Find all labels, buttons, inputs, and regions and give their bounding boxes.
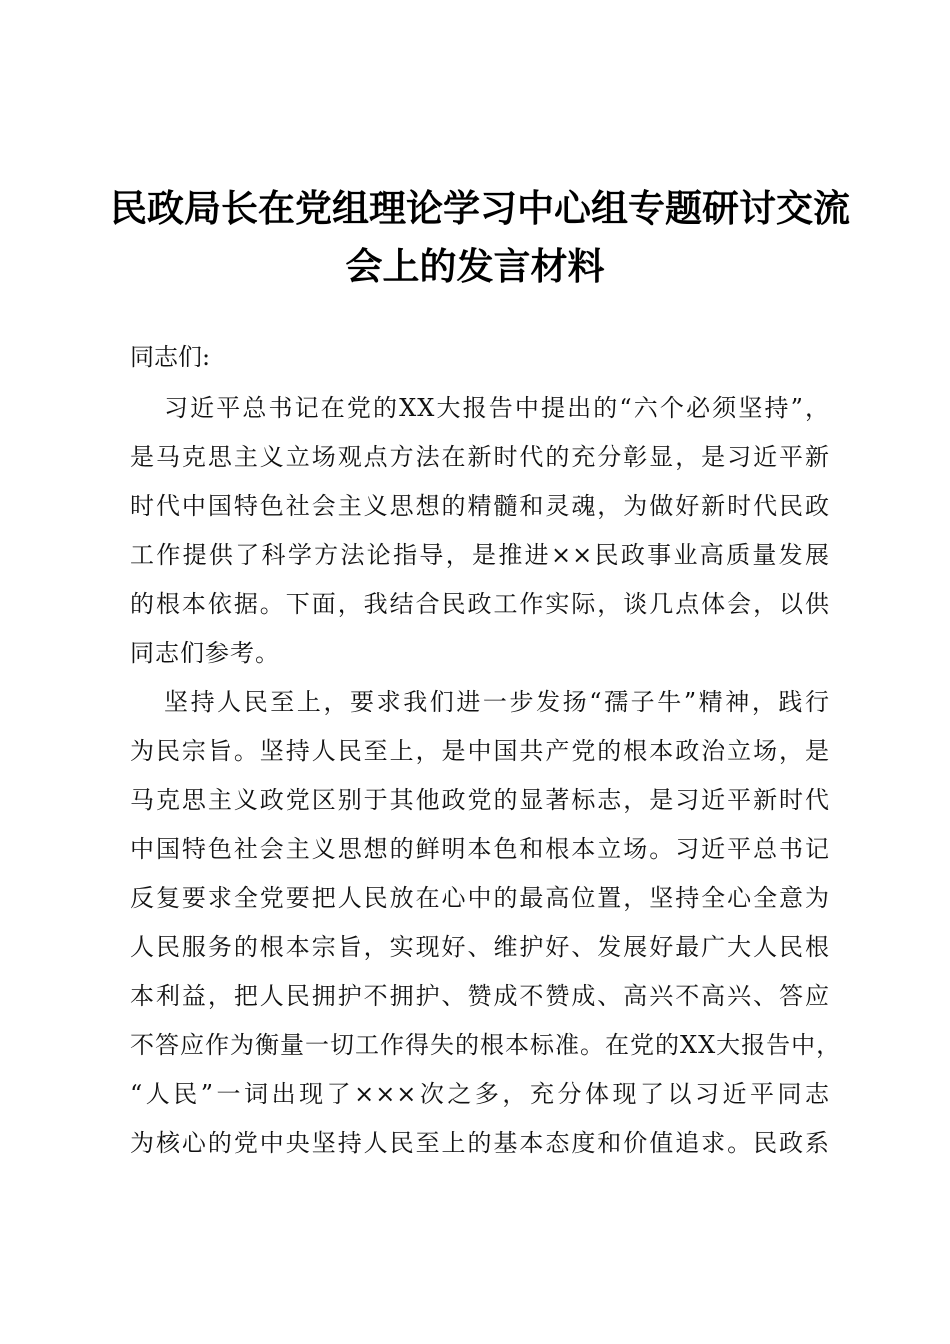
paragraph-1-line: 同志们参考。 <box>130 639 280 667</box>
paragraph-2-line: 本利益，把人民拥护不拥护、赞成不赞成、高兴不高兴、答应 <box>130 982 830 1010</box>
paragraph-1-line: 的根本依据。下面，我结合民政工作实际，谈几点体会，以供 <box>130 590 830 618</box>
paragraph-2-line: 不答应作为衡量一切工作得失的根本标准。在党的XX大报告中， <box>130 1031 842 1059</box>
paragraph-1-line: 工作提供了科学方法论指导，是推进××民政事业高质量发展 <box>130 541 830 569</box>
paragraph-1-line: 时代中国特色社会主义思想的精髓和灵魂，为做好新时代民政 <box>130 492 830 520</box>
paragraph-2-line: 为民宗旨。坚持人民至上，是中国共产党的根本政治立场，是 <box>130 737 830 765</box>
paragraph-2-line: 坚持人民至上，要求我们进一步发扬“孺子牛”精神，践行 <box>164 688 830 716</box>
paragraph-1-line: 习近平总书记在党的XX大报告中提出的“六个必须坚持”， <box>164 394 830 422</box>
document-title-line-1: 民政局长在党组理论学习中心组专题研讨交流 <box>110 186 850 230</box>
paragraph-2-line: 为核心的党中央坚持人民至上的基本态度和价值追求。民政系 <box>130 1129 830 1157</box>
salutation: 同志们: <box>130 343 211 371</box>
paragraph-2-line: 马克思主义政党区别于其他政党的显著标志，是习近平新时代 <box>130 786 830 814</box>
paragraph-2-line: 中国特色社会主义思想的鲜明本色和根本立场。习近平总书记 <box>130 835 830 863</box>
paragraph-1-line: 是马克思主义立场观点方法在新时代的充分彰显，是习近平新 <box>130 443 830 471</box>
document-title-line-2: 会上的发言材料 <box>345 244 605 288</box>
paragraph-2-line: “人民”一词出现了×××次之多，充分体现了以习近平同志 <box>130 1080 830 1108</box>
paragraph-2-line: 反复要求全党要把人民放在心中的最高位置，坚持全心全意为 <box>130 884 830 912</box>
paragraph-2-line: 人民服务的根本宗旨，实现好、维护好、发展好最广大人民根 <box>130 933 830 961</box>
